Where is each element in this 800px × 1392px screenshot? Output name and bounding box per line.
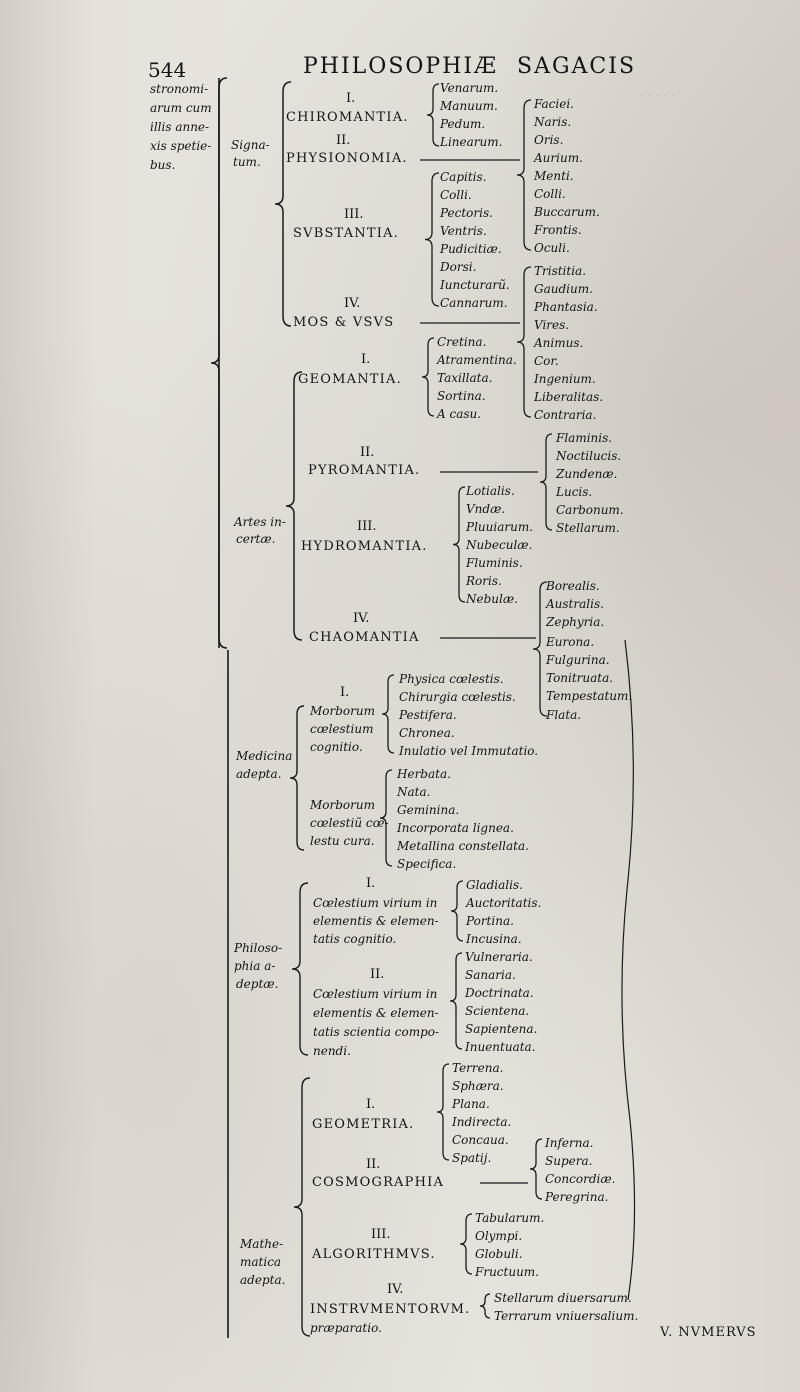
medicina-second-item: Metallina constellata. (397, 839, 529, 853)
mathematica-label: adepta. (240, 1273, 286, 1287)
philosophia-second-name: elementis & elemen- (313, 1006, 439, 1020)
pyromantia-brace (540, 434, 552, 530)
chaomantia-numeral: IV. (353, 611, 370, 626)
medicina-label: adepta. (236, 767, 282, 781)
philosophia-second-item: Inuentuata. (465, 1040, 536, 1054)
medicina-first-name: cognitio. (310, 740, 363, 754)
philosophia-first-name: elementis & elemen- (313, 914, 439, 928)
artes-label: certæ. (236, 532, 276, 546)
physionomia-brace (517, 100, 531, 250)
geometria-heading: GEOMETRIA. (312, 1117, 415, 1132)
pyromantia-item: Zundenæ. (556, 467, 618, 481)
philosophia-first-item: Auctoritatis. (466, 896, 542, 910)
page-number: 544 (148, 58, 187, 82)
hydromantia-item: Pluuiarum. (466, 520, 534, 534)
cosmographia-item: Inferna. (545, 1136, 594, 1150)
hydromantia-item: Roris. (466, 574, 502, 588)
hydromantia-item: Fluminis. (466, 556, 523, 570)
medicina-label: Medicina (236, 749, 293, 763)
hydromantia-numeral: III. (357, 519, 377, 534)
mos-usus-item: Liberalitas. (534, 390, 604, 404)
running-title-right: SAGACIS (517, 54, 637, 79)
artes-brace (286, 372, 302, 640)
mathematica-brace (294, 1078, 310, 1336)
medicina-second-item: Incorporata lignea. (397, 821, 514, 835)
left-note-line: bus. (150, 158, 176, 172)
medicina-first-brace (382, 675, 394, 753)
medicina-second-name: lestu cura. (310, 834, 375, 848)
signatum-label: Signa- (231, 138, 270, 152)
pyromantia-item: Noctilucis. (556, 449, 622, 463)
philosophia-label: phia a- (234, 959, 276, 973)
pyromantia-heading: PYROMANTIA. (308, 463, 421, 478)
instrumentorum-numeral: IV. (387, 1282, 404, 1297)
chiromantia-item: Pedum. (440, 117, 486, 131)
mos-usus-item: Vires. (534, 318, 570, 332)
mos-usus-item: Contraria. (534, 408, 597, 422)
substantia-item: Pectoris. (440, 206, 493, 220)
substantia-item: Pudicitiæ. (440, 242, 502, 256)
cosmographia-numeral: II. (366, 1157, 381, 1172)
pyromantia-item: Flaminis. (556, 431, 613, 445)
philosophia-first-brace (451, 881, 463, 941)
mos-usus-brace (517, 267, 531, 417)
medicina-second-item: Geminina. (397, 803, 460, 817)
mos-usus-item: Phantasia. (534, 300, 598, 314)
medicina-brace (290, 706, 304, 850)
cosmographia-brace (530, 1139, 542, 1199)
geomantia-item: Taxillata. (437, 371, 493, 385)
pyromantia-item: Lucis. (556, 485, 593, 499)
catchword: V. NVMERVS (660, 1325, 757, 1340)
substantia-brace (425, 173, 439, 306)
philosophia-second-item: Doctrinata. (465, 986, 534, 1000)
philosophia-second-item: Scientena. (465, 1004, 530, 1018)
medicina-first-item: Chronea. (399, 726, 455, 740)
hydromantia-item: Vndæ. (466, 502, 506, 516)
running-title-left: PHILOSOPHIÆ (303, 54, 499, 79)
substantia-item: Ventris. (440, 224, 487, 238)
left-note-line: arum cum (150, 101, 212, 115)
show-through-text: · · · · · (640, 88, 675, 102)
geometria-item: Terrena. (452, 1061, 504, 1075)
chaomantia-brace (533, 582, 547, 716)
pyromantia-numeral: II. (360, 445, 375, 460)
mathematica-label: Mathe- (240, 1237, 284, 1251)
hydromantia-item: Nubeculæ. (466, 538, 533, 552)
philosophia-second-name: tatis scientia compo- (313, 1025, 440, 1039)
instrumentorum-heading: INSTRVMENTORVM. (310, 1302, 471, 1317)
chiromantia-item: Venarum. (440, 81, 499, 95)
algorithmus-item: Globuli. (475, 1247, 523, 1261)
geomantia-heading: GEOMANTIA. (298, 372, 402, 387)
geometria-item: Plana. (452, 1097, 490, 1111)
signatum-label: tum. (233, 155, 261, 169)
physionomia-item: Frontis. (534, 223, 582, 237)
show-through-brace (622, 640, 635, 1300)
mos-usus-item: Gaudium. (534, 282, 593, 296)
geomantia-item: Sortina. (437, 389, 486, 403)
mos-usus-item: Cor. (534, 354, 559, 368)
algorithmus-heading: ALGORITHMVS. (312, 1247, 436, 1262)
medicina-second-item: Herbata. (397, 767, 451, 781)
chiromantia-item: Manuum. (440, 99, 498, 113)
physionomia-heading: PHYSIONOMIA. (286, 151, 408, 166)
philosophia-second-numeral: II. (370, 967, 385, 982)
pyromantia-item: Stellarum. (556, 521, 620, 535)
philosophia-second-item: Sapientena. (465, 1022, 538, 1036)
physionomia-item: Oculi. (534, 241, 570, 255)
philosophia-first-item: Portina. (466, 914, 514, 928)
geomantia-numeral: I. (361, 352, 371, 367)
pyromantia-item: Carbonum. (556, 503, 624, 517)
physionomia-item: Faciei. (534, 97, 574, 111)
instrumentorum-item: Stellarum diuersarum. (494, 1291, 632, 1305)
philosophia-first-item: Incusina. (466, 932, 522, 946)
mos-usus-numeral: IV. (344, 296, 361, 311)
philosophia-second-item: Sanaria. (465, 968, 516, 982)
chiromantia-numeral: I. (346, 91, 356, 106)
hydromantia-heading: HYDROMANTIA. (301, 539, 428, 554)
instrumentorum-subheading: præparatio. (310, 1321, 382, 1335)
substantia-heading: SVBSTANTIA. (293, 226, 400, 241)
substantia-item: Iuncturarũ. (440, 278, 510, 292)
physionomia-numeral: II. (336, 133, 351, 148)
artes-label: Artes in- (234, 515, 286, 529)
geometria-item: Concaua. (452, 1133, 509, 1147)
chaomantia-item: Tonitruata. (546, 671, 614, 685)
chiromantia-brace (427, 84, 439, 146)
geometria-brace (437, 1064, 449, 1160)
mos-usus-item: Ingenium. (534, 372, 596, 386)
geometria-item: Sphæra. (452, 1079, 504, 1093)
geomantia-item: Cretina. (437, 335, 487, 349)
philosophia-first-item: Gladialis. (466, 878, 523, 892)
mathematica-label: matica (240, 1255, 282, 1269)
algorithmus-item: Tabularum. (475, 1211, 545, 1225)
medicina-first-item: Chirurgia cœlestis. (399, 690, 516, 704)
chaomantia-item: Zephyria. (546, 615, 605, 629)
physionomia-item: Oris. (534, 133, 564, 147)
chaomantia-heading: CHAOMANTIA (309, 630, 420, 645)
chiromantia-heading: CHIROMANTIA. (286, 110, 409, 125)
philosophia-second-name: nendi. (313, 1044, 351, 1058)
mos-usus-item: Animus. (534, 336, 584, 350)
chaomantia-item: Tempestatum. (546, 689, 633, 703)
substantia-numeral: III. (344, 207, 364, 222)
substantia-item: Capitis. (440, 170, 487, 184)
geometria-numeral: I. (366, 1097, 376, 1112)
philosophia-label: deptæ. (236, 977, 279, 991)
left-note-line: illis anne- (150, 120, 210, 134)
algorithmus-item: Olympi. (475, 1229, 523, 1243)
medicina-first-item: Inulatio vel Immutatio. (399, 744, 539, 758)
physionomia-item: Menti. (534, 169, 574, 183)
medicina-second-item: Specifica. (397, 857, 457, 871)
medicina-first-numeral: I. (340, 685, 350, 700)
substantia-item: Dorsi. (440, 260, 477, 274)
philosophia-second-brace (450, 953, 462, 1049)
chaomantia-item: Australis. (546, 597, 604, 611)
philosophia-label: Philoso- (234, 941, 283, 955)
cosmographia-item: Peregrina. (545, 1190, 609, 1204)
substantia-item: Cannarum. (440, 296, 508, 310)
medicina-first-name: Morborum (310, 704, 375, 718)
physionomia-item: Colli. (534, 187, 566, 201)
chaomantia-item: Borealis. (546, 579, 600, 593)
substantia-item: Colli. (440, 188, 472, 202)
cosmographia-item: Supera. (545, 1154, 593, 1168)
chaomantia-item: Flata. (546, 708, 582, 722)
geometria-item: Indirecta. (452, 1115, 512, 1129)
philosophia-first-numeral: I. (366, 876, 376, 891)
physionomia-item: Aurium. (534, 151, 583, 165)
algorithmus-numeral: III. (371, 1227, 391, 1242)
chaomantia-item: Eurona. (546, 635, 595, 649)
physionomia-item: Buccarum. (534, 205, 600, 219)
medicina-first-name: cœlestium (310, 722, 374, 736)
chaomantia-item: Fulgurina. (546, 653, 610, 667)
hydromantia-brace (453, 487, 465, 602)
medicina-second-name: cœlestiũ cœ- (310, 816, 389, 830)
left-note-line: xis spetie- (150, 139, 212, 153)
geometria-item: Spatij. (452, 1151, 492, 1165)
left-note-line: stronomi- (150, 82, 209, 96)
mos-usus-heading: MOS & VSVS (293, 315, 395, 330)
physionomia-item: Naris. (534, 115, 572, 129)
hydromantia-item: Nebulæ. (466, 592, 518, 606)
chiromantia-item: Linearum. (440, 135, 503, 149)
medicina-first-item: Physica cœlestis. (399, 672, 504, 686)
algorithmus-brace (460, 1214, 472, 1274)
algorithmus-item: Fructuum. (475, 1265, 539, 1279)
philosophia-first-name: Cœlestium virium in (313, 896, 438, 910)
instrumentorum-item: Terrarum vniuersalium. (494, 1309, 639, 1323)
mos-usus-item: Tristitia. (534, 264, 587, 278)
geomantia-brace (422, 338, 434, 416)
geomantia-item: Atramentina. (437, 353, 517, 367)
medicina-second-name: Morborum (310, 798, 375, 812)
geomantia-item: A casu. (437, 407, 482, 421)
philosophia-first-name: tatis cognitio. (313, 932, 397, 946)
philosophia-second-item: Vulneraria. (465, 950, 533, 964)
hydromantia-item: Lotialis. (466, 484, 515, 498)
instrumentorum-brace (480, 1294, 490, 1318)
cosmographia-heading: COSMOGRAPHIA (312, 1175, 445, 1190)
cosmographia-item: Concordiæ. (545, 1172, 616, 1186)
medicina-first-item: Pestifera. (399, 708, 457, 722)
medicina-second-item: Nata. (397, 785, 431, 799)
philosophia-second-name: Cœlestium virium in (313, 987, 438, 1001)
philosophia-brace (292, 883, 308, 1055)
